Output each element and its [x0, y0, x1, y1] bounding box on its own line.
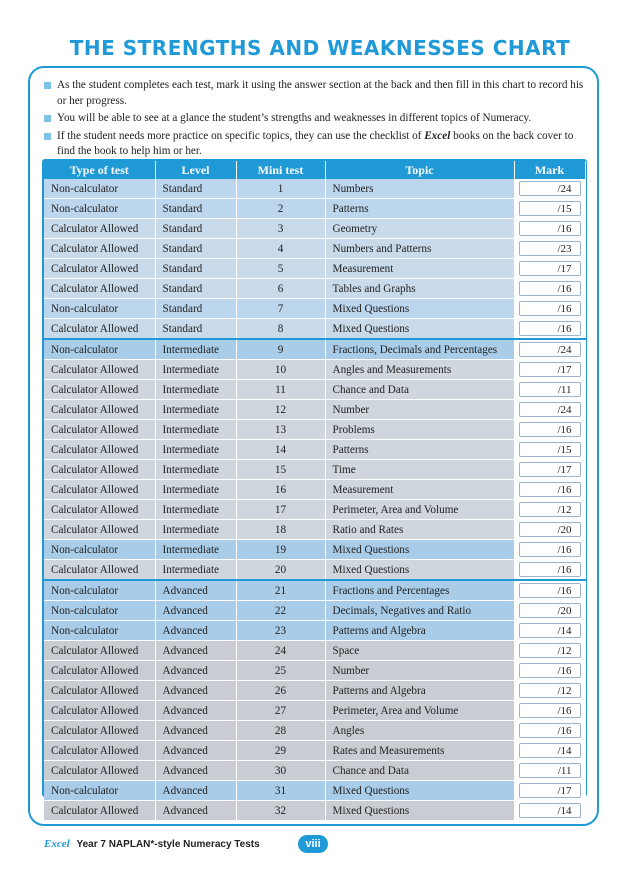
table-row [44, 360, 585, 380]
table-row [44, 480, 585, 500]
table-row [44, 621, 585, 641]
mark-box[interactable]: /16 [519, 542, 581, 557]
mark-cell [514, 420, 585, 440]
mark-cell [514, 339, 585, 360]
mark-box[interactable]: /14 [519, 623, 581, 638]
level-cell: Intermediate [155, 440, 236, 460]
header-type-of-test: Type of test [44, 161, 155, 179]
mini-test-cell: 23 [236, 621, 325, 641]
level-cell: Advanced [155, 601, 236, 621]
mark-cell [514, 319, 585, 340]
mark-cell [514, 299, 585, 319]
mark-cell [514, 360, 585, 380]
mini-test-cell: 25 [236, 661, 325, 681]
topic-cell: Fractions and Percentages [325, 580, 514, 601]
mark-cell [514, 721, 585, 741]
intro-text-3-pre: If the student needs more practice on specific topics, they can use the checklist of [57, 129, 425, 142]
type-cell: Calculator Allowed [44, 480, 155, 500]
level-cell: Intermediate [155, 360, 236, 380]
mini-test-cell: 20 [236, 560, 325, 581]
type-cell: Calculator Allowed [44, 279, 155, 299]
mark-cell [514, 641, 585, 661]
square-bullet-icon [44, 82, 51, 89]
level-cell: Advanced [155, 580, 236, 601]
intro-item [42, 78, 587, 109]
mark-cell [514, 279, 585, 299]
table-row [44, 721, 585, 741]
level-cell: Intermediate [155, 500, 236, 520]
mini-test-cell: 4 [236, 239, 325, 259]
excel-brand-text: Excel [424, 129, 451, 142]
mark-cell [514, 761, 585, 781]
level-cell: Intermediate [155, 339, 236, 360]
mini-test-cell: 11 [236, 380, 325, 400]
mark-box[interactable]: /14 [519, 803, 581, 818]
mark-cell [514, 440, 585, 460]
type-cell: Calculator Allowed [44, 360, 155, 380]
topic-cell: Patterns [325, 199, 514, 219]
mark-box[interactable]: /17 [519, 783, 581, 798]
mark-box[interactable]: /16 [519, 703, 581, 718]
topic-cell: Space [325, 641, 514, 661]
level-cell: Intermediate [155, 400, 236, 420]
table-row [44, 219, 585, 239]
mini-test-cell: 26 [236, 681, 325, 701]
level-cell: Advanced [155, 801, 236, 821]
page-number: viii [298, 835, 328, 853]
mark-box[interactable]: /17 [519, 462, 581, 477]
level-cell: Advanced [155, 721, 236, 741]
level-cell: Standard [155, 299, 236, 319]
type-cell: Non-calculator [44, 781, 155, 801]
mini-test-cell: 14 [236, 440, 325, 460]
table-row [44, 681, 585, 701]
mark-box[interactable]: /16 [519, 321, 581, 336]
level-cell: Standard [155, 179, 236, 199]
mark-box[interactable]: /16 [519, 723, 581, 738]
table-row [44, 259, 585, 279]
mini-test-cell: 21 [236, 580, 325, 601]
mark-box[interactable]: /24 [519, 342, 581, 357]
type-cell: Calculator Allowed [44, 219, 155, 239]
mark-cell [514, 681, 585, 701]
mark-box[interactable]: /24 [519, 181, 581, 196]
table-row [44, 741, 585, 761]
type-cell: Non-calculator [44, 540, 155, 560]
mark-cell [514, 239, 585, 259]
intro-item [42, 129, 587, 160]
mark-cell [514, 741, 585, 761]
table-row [44, 641, 585, 661]
mark-box[interactable]: /17 [519, 261, 581, 276]
mark-box[interactable]: /15 [519, 201, 581, 216]
mark-box[interactable]: /16 [519, 663, 581, 678]
mini-test-cell: 2 [236, 199, 325, 219]
level-cell: Intermediate [155, 460, 236, 480]
topic-cell: Mixed Questions [325, 781, 514, 801]
intro-text-1: As the student completes each test, mark it using the answer section at the back and then fill in this chart to record his or her progress. [57, 79, 584, 107]
topic-cell: Measurement [325, 259, 514, 279]
mini-test-cell: 28 [236, 721, 325, 741]
footer-book-title: Year 7 NAPLAN*-style Numeracy Tests [76, 839, 260, 850]
mark-cell [514, 500, 585, 520]
mark-box[interactable]: /15 [519, 442, 581, 457]
mark-box[interactable]: /23 [519, 241, 581, 256]
topic-cell: Chance and Data [325, 380, 514, 400]
table-row [44, 500, 585, 520]
mini-test-cell: 30 [236, 761, 325, 781]
mark-box[interactable]: /16 [519, 301, 581, 316]
type-cell: Calculator Allowed [44, 801, 155, 821]
topic-cell: Mixed Questions [325, 560, 514, 581]
topic-cell: Patterns and Algebra [325, 681, 514, 701]
mini-test-cell: 17 [236, 500, 325, 520]
type-cell: Calculator Allowed [44, 259, 155, 279]
table-row [44, 801, 585, 821]
mini-test-cell: 32 [236, 801, 325, 821]
table-row [44, 701, 585, 721]
topic-cell: Tables and Graphs [325, 279, 514, 299]
mark-box[interactable]: /16 [519, 221, 581, 236]
intro-text-2: You will be able to see at a glance the student’s strengths and weaknesses in different topics of Numeracy. [57, 112, 532, 124]
mark-box[interactable]: /20 [519, 522, 581, 537]
mark-cell [514, 219, 585, 239]
table-header-row [44, 161, 585, 179]
mark-cell [514, 400, 585, 420]
mini-test-cell: 31 [236, 781, 325, 801]
table-row [44, 179, 585, 199]
mark-box[interactable]: /16 [519, 422, 581, 437]
type-cell: Non-calculator [44, 299, 155, 319]
type-cell: Calculator Allowed [44, 721, 155, 741]
type-cell: Non-calculator [44, 580, 155, 601]
topic-cell: Numbers and Patterns [325, 239, 514, 259]
table-row [44, 319, 585, 340]
table-row [44, 761, 585, 781]
level-cell: Intermediate [155, 540, 236, 560]
square-bullet-icon [44, 133, 51, 140]
type-cell: Non-calculator [44, 199, 155, 219]
mini-test-cell: 6 [236, 279, 325, 299]
mini-test-cell: 3 [236, 219, 325, 239]
mini-test-cell: 22 [236, 601, 325, 621]
topic-cell: Time [325, 460, 514, 480]
mark-cell [514, 701, 585, 721]
table-row [44, 661, 585, 681]
mini-test-cell: 8 [236, 319, 325, 340]
table-row [44, 199, 585, 219]
table-row [44, 239, 585, 259]
table-row [44, 540, 585, 560]
topic-cell: Perimeter, Area and Volume [325, 701, 514, 721]
level-cell: Advanced [155, 781, 236, 801]
header-mark: Mark [514, 161, 585, 179]
table-row [44, 460, 585, 480]
table-row [44, 279, 585, 299]
level-cell: Advanced [155, 741, 236, 761]
type-cell: Calculator Allowed [44, 641, 155, 661]
footer-brand: Excel [44, 838, 70, 850]
mini-test-cell: 16 [236, 480, 325, 500]
type-cell: Calculator Allowed [44, 319, 155, 340]
level-cell: Intermediate [155, 480, 236, 500]
mini-test-cell: 13 [236, 420, 325, 440]
type-cell: Calculator Allowed [44, 560, 155, 581]
type-cell: Calculator Allowed [44, 761, 155, 781]
type-cell: Calculator Allowed [44, 520, 155, 540]
level-cell: Advanced [155, 641, 236, 661]
table-row [44, 781, 585, 801]
mark-box[interactable]: /24 [519, 402, 581, 417]
mark-cell [514, 480, 585, 500]
mark-cell [514, 520, 585, 540]
level-cell: Advanced [155, 681, 236, 701]
type-cell: Calculator Allowed [44, 500, 155, 520]
mark-cell [514, 460, 585, 480]
mini-test-cell: 5 [236, 259, 325, 279]
mini-test-cell: 1 [236, 179, 325, 199]
table-row [44, 339, 585, 360]
mark-cell [514, 179, 585, 199]
topic-cell: Chance and Data [325, 761, 514, 781]
level-cell: Intermediate [155, 380, 236, 400]
table-row [44, 420, 585, 440]
table-row [44, 380, 585, 400]
mini-test-cell: 10 [236, 360, 325, 380]
mark-box[interactable]: /12 [519, 643, 581, 658]
table-body [44, 179, 585, 821]
mark-cell [514, 621, 585, 641]
mini-test-cell: 27 [236, 701, 325, 721]
level-cell: Standard [155, 239, 236, 259]
table-row [44, 299, 585, 319]
topic-cell: Patterns [325, 440, 514, 460]
mini-test-cell: 7 [236, 299, 325, 319]
mark-cell [514, 540, 585, 560]
topic-cell: Problems [325, 420, 514, 440]
header-topic: Topic [325, 161, 514, 179]
table-row [44, 580, 585, 601]
mark-cell [514, 781, 585, 801]
mark-cell [514, 560, 585, 581]
mark-box[interactable]: /12 [519, 683, 581, 698]
table-row [44, 601, 585, 621]
mini-test-cell: 15 [236, 460, 325, 480]
level-cell: Advanced [155, 701, 236, 721]
topic-cell: Mixed Questions [325, 299, 514, 319]
topic-cell: Measurement [325, 480, 514, 500]
type-cell: Calculator Allowed [44, 741, 155, 761]
mark-cell [514, 601, 585, 621]
type-cell: Calculator Allowed [44, 400, 155, 420]
mark-box[interactable]: /16 [519, 583, 581, 598]
topic-cell: Geometry [325, 219, 514, 239]
topic-cell: Mixed Questions [325, 319, 514, 340]
type-cell: Non-calculator [44, 179, 155, 199]
table-row [44, 440, 585, 460]
table-row [44, 520, 585, 540]
mini-test-cell: 24 [236, 641, 325, 661]
type-cell: Non-calculator [44, 339, 155, 360]
mark-box[interactable]: /16 [519, 281, 581, 296]
footer [44, 838, 260, 850]
level-cell: Standard [155, 259, 236, 279]
intro-text-3-post: books on the back cover to find the book to help him or her. [57, 129, 574, 157]
mark-box[interactable]: /11 [519, 382, 581, 397]
mini-test-cell: 12 [236, 400, 325, 420]
topic-cell: Number [325, 400, 514, 420]
level-cell: Standard [155, 279, 236, 299]
level-cell: Standard [155, 199, 236, 219]
page-title: THE STRENGTHS AND WEAKNESSES CHART [69, 36, 571, 60]
topic-cell: Fractions, Decimals and Percentages [325, 339, 514, 360]
mini-test-cell: 18 [236, 520, 325, 540]
mark-cell [514, 199, 585, 219]
level-cell: Standard [155, 319, 236, 340]
topic-cell: Decimals, Negatives and Ratio [325, 601, 514, 621]
level-cell: Advanced [155, 621, 236, 641]
intro-list [42, 78, 587, 162]
type-cell: Calculator Allowed [44, 681, 155, 701]
type-cell: Calculator Allowed [44, 440, 155, 460]
mark-box[interactable]: /16 [519, 482, 581, 497]
mark-cell [514, 580, 585, 601]
header-mini-test: Mini test [236, 161, 325, 179]
header-level: Level [155, 161, 236, 179]
level-cell: Advanced [155, 661, 236, 681]
type-cell: Calculator Allowed [44, 239, 155, 259]
intro-item [42, 111, 587, 127]
level-cell: Intermediate [155, 560, 236, 581]
type-cell: Calculator Allowed [44, 701, 155, 721]
topic-cell: Ratio and Rates [325, 520, 514, 540]
type-cell: Non-calculator [44, 601, 155, 621]
type-cell: Calculator Allowed [44, 661, 155, 681]
type-cell: Calculator Allowed [44, 420, 155, 440]
mini-test-cell: 29 [236, 741, 325, 761]
mark-cell [514, 801, 585, 821]
type-cell: Calculator Allowed [44, 380, 155, 400]
type-cell: Non-calculator [44, 621, 155, 641]
topic-cell: Mixed Questions [325, 540, 514, 560]
mark-box[interactable]: /16 [519, 562, 581, 577]
topic-cell: Angles and Measurements [325, 360, 514, 380]
mini-test-cell: 9 [236, 339, 325, 360]
mark-cell [514, 380, 585, 400]
mark-cell [514, 661, 585, 681]
mini-test-cell: 19 [236, 540, 325, 560]
level-cell: Standard [155, 219, 236, 239]
mark-box[interactable]: /12 [519, 502, 581, 517]
level-cell: Intermediate [155, 420, 236, 440]
mark-box[interactable]: /17 [519, 362, 581, 377]
topic-cell: Number [325, 661, 514, 681]
strengths-weaknesses-table [44, 161, 586, 821]
type-cell: Calculator Allowed [44, 460, 155, 480]
topic-cell: Angles [325, 721, 514, 741]
topic-cell: Rates and Measurements [325, 741, 514, 761]
mark-box[interactable]: /20 [519, 603, 581, 618]
topic-cell: Patterns and Algebra [325, 621, 514, 641]
topic-cell: Mixed Questions [325, 801, 514, 821]
mark-box[interactable]: /11 [519, 763, 581, 778]
mark-box[interactable]: /14 [519, 743, 581, 758]
level-cell: Advanced [155, 761, 236, 781]
topic-cell: Perimeter, Area and Volume [325, 500, 514, 520]
table-row [44, 400, 585, 420]
topic-cell: Numbers [325, 179, 514, 199]
mark-cell [514, 259, 585, 279]
table-row [44, 560, 585, 581]
square-bullet-icon [44, 115, 51, 122]
level-cell: Intermediate [155, 520, 236, 540]
